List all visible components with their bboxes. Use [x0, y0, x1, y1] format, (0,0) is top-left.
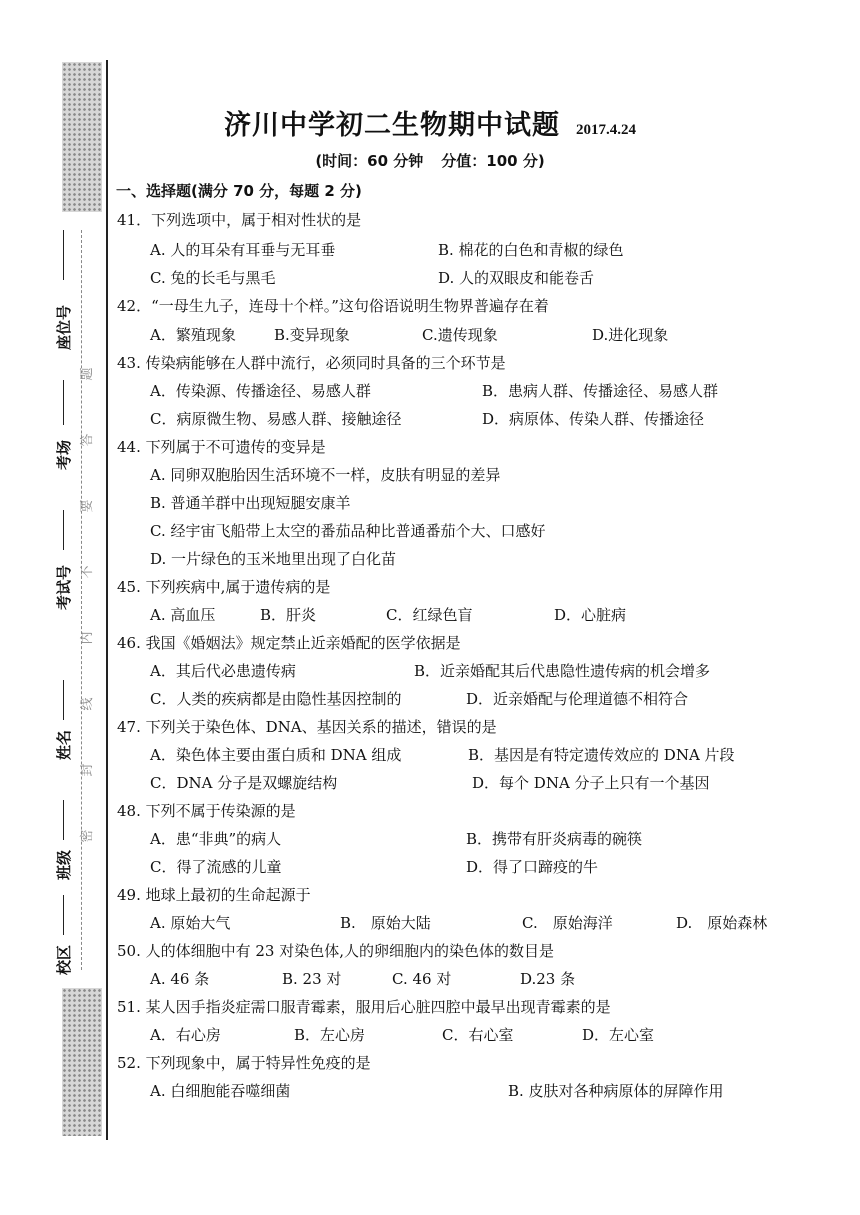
field-blank [63, 895, 64, 935]
option: B. 棉花的白色和青椒的绿色 [438, 241, 624, 259]
question-47: 47. 下列关于染色体、DNA、基因关系的描述，错误的是 [117, 718, 497, 736]
field-school-zone [52, 895, 76, 975]
option: A．繁殖现象 [150, 326, 236, 344]
question-51: 51. 某人因手指炎症需口服青霉素，服用后心脏四腔中最早出现青霉素的是 [117, 998, 611, 1016]
option: A．传染源、传播途径、易感人群 [150, 382, 371, 400]
question-49: 49. 地球上最初的生命起源于 [117, 886, 311, 904]
question-45: 45. 下列疾病中,属于遗传病的是 [117, 578, 331, 596]
option: D.进化现象 [592, 326, 669, 344]
option: B.变异现象 [274, 326, 350, 344]
option: B．基因是有特定遗传效应的 DNA 片段 [468, 746, 735, 764]
field-label: 座位号 [55, 304, 73, 350]
seal-char: 要 [80, 499, 95, 513]
option: C．病原微生物、易感人群、接触途径 [150, 410, 402, 428]
question-42: 42．“一母生九子，连母十个样。”这句俗语说明生物界普遍存在着 [117, 297, 549, 315]
bottom-dotted-stripe [62, 988, 102, 1136]
field-exam-room [52, 390, 76, 470]
section-title: 一、选择题(满分 70 分，每题 2 分) [116, 182, 362, 200]
option: B．携带有肝炎病毒的碗筷 [466, 830, 643, 848]
field-label: 校区 [55, 944, 73, 975]
option: C．得了流感的儿童 [150, 858, 282, 876]
option: B．患病人群、传播途径、易感人群 [482, 382, 719, 400]
option: A. 46 条 [150, 970, 210, 988]
question-41: 41．下列选项中，属于相对性状的是 [117, 211, 362, 229]
seal-char: 密 [80, 829, 95, 843]
question-46: 46. 我国《婚姻法》规定禁止近亲婚配的医学依据是 [117, 634, 461, 652]
question-48: 48. 下列不属于传染源的是 [117, 802, 296, 820]
option: C. 经宇宙飞船带上太空的番茄品种比普通番茄个大、口感好 [150, 522, 546, 540]
margin-border-line [106, 60, 108, 1140]
option: D．病原体、传染人群、传播途径 [482, 410, 705, 428]
option: A．患“非典”的病人 [150, 830, 282, 848]
seal-char: 线 [80, 697, 95, 711]
option: A．右心房 [150, 1026, 221, 1044]
option: D．近亲婚配与伦理道德不相符合 [466, 690, 689, 708]
field-label: 考试号 [55, 564, 73, 610]
question-52: 52. 下列现象中，属于特异性免疫的是 [117, 1054, 371, 1072]
field-blank [63, 680, 64, 720]
option: D. 人的双眼皮和能卷舌 [438, 269, 595, 287]
question-44: 44. 下列属于不可遗传的变异是 [117, 438, 326, 456]
exam-date: 2017.4.24 [576, 122, 636, 138]
option: C. 46 对 [392, 970, 452, 988]
option: B．左心房 [294, 1026, 366, 1044]
option: A．染色体主要由蛋白质和 DNA 组成 [150, 746, 402, 764]
option: D．每个 DNA 分子上只有一个基因 [472, 774, 710, 792]
option: A. 高血压 [150, 606, 216, 624]
title-text: 济川中学初二生物期中试题 [224, 110, 560, 141]
seal-char: 不 [80, 565, 95, 579]
page-title [0, 103, 860, 142]
option: A. 人的耳朵有耳垂与无耳垂 [150, 241, 336, 259]
field-blank [63, 230, 64, 280]
field-label: 班级 [55, 849, 73, 880]
option: A. 白细胞能吞噬细菌 [150, 1082, 291, 1100]
question-43: 43. 传染病能够在人群中流行，必须同时具备的三个环节是 [117, 354, 506, 372]
option: B. 皮肤对各种病原体的屏障作用 [508, 1082, 724, 1100]
option: D．左心室 [582, 1026, 655, 1044]
option: B．近亲婚配其后代患隐性遗传病的机会增多 [414, 662, 711, 680]
option: D．得了口蹄疫的牛 [466, 858, 599, 876]
option: B．肝炎 [260, 606, 317, 624]
field-label: 考场 [55, 439, 73, 470]
option: C．DNA 分子是双螺旋结构 [150, 774, 338, 792]
option: C．红绿色盲 [386, 606, 473, 624]
seal-char: 答 [80, 433, 95, 447]
option: C．人类的疾病都是由隐性基因控制的 [150, 690, 402, 708]
exam-score: 分值：100 分) [441, 152, 545, 170]
option: A. 同卵双胞胎因生活环境不一样，皮肤有明显的差异 [150, 466, 501, 484]
field-exam-number [52, 530, 76, 610]
option: C.遗传现象 [422, 326, 498, 344]
seal-char: 封 [80, 763, 95, 777]
question-50: 50. 人的体细胞中有 23 对染色体,人的卵细胞内的染色体的数目是 [117, 942, 555, 960]
option: B. 原始大陆 [340, 914, 431, 932]
field-name [52, 680, 76, 760]
seal-char: 内 [80, 631, 95, 645]
option: D. 一片绿色的玉米地里出现了白化苗 [150, 550, 397, 568]
exam-time: (时间：60 分钟 [315, 152, 424, 170]
option: C．右心室 [442, 1026, 514, 1044]
option: D．心脏病 [554, 606, 627, 624]
field-seat-number [52, 250, 76, 350]
option: C. 兔的长毛与黑毛 [150, 269, 276, 287]
seal-char: 题 [80, 367, 95, 381]
field-blank [63, 510, 64, 550]
exam-info [0, 150, 860, 171]
field-blank [63, 380, 64, 425]
option: B. 23 对 [282, 970, 342, 988]
option: A．其后代必患遗传病 [150, 662, 296, 680]
option: B. 普通羊群中出现短腿安康羊 [150, 494, 351, 512]
option: D.23 条 [520, 970, 576, 988]
option: C. 原始海洋 [522, 914, 613, 932]
field-label: 姓名 [55, 729, 73, 760]
option: A. 原始大气 [150, 914, 231, 932]
option: D. 原始森林 [676, 914, 768, 932]
seal-dashed-line [81, 230, 82, 970]
field-class [52, 800, 76, 880]
field-blank [63, 800, 64, 840]
